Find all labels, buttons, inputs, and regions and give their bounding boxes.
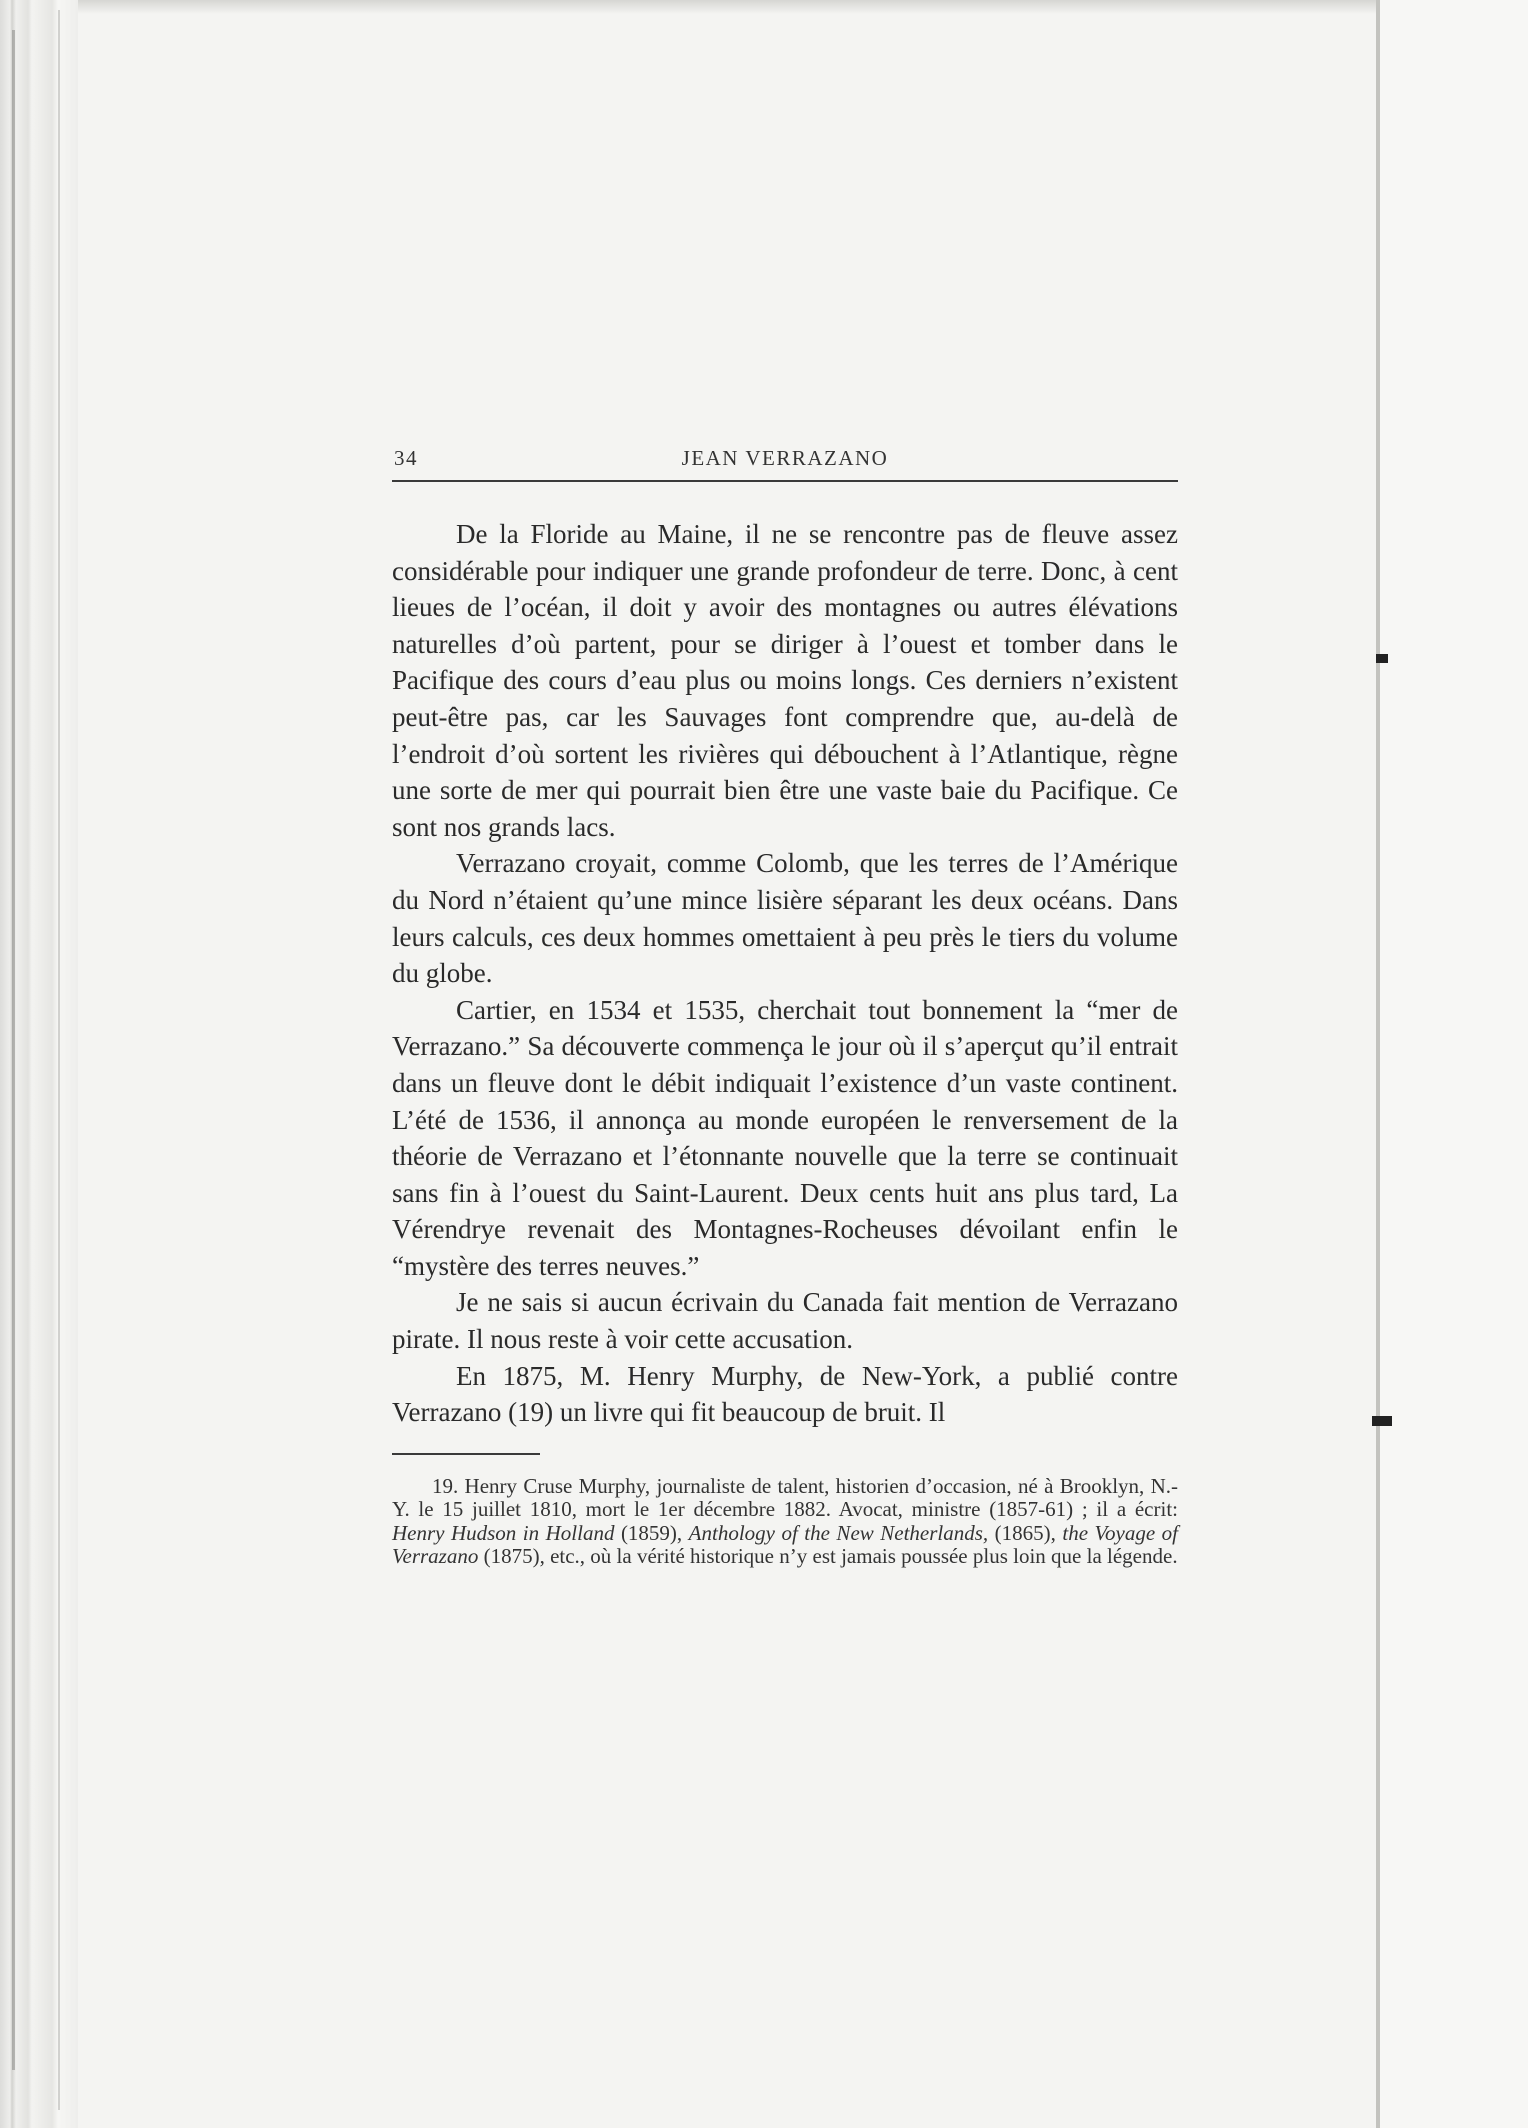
footnote (392, 1475, 1178, 1569)
body-paragraph: Verrazano croyait, comme Colomb, que les terres de l’Amérique du Nord n’étaient qu’une mince lisière séparant les deux océans. Dans leurs calculs, ces deux hommes omettaient à peu près le tiers du volume du globe. (392, 848, 1178, 989)
footnote-text: (1859), (614, 1520, 689, 1545)
running-title: JEAN VERRAZANO (681, 446, 889, 470)
footnote-book-title: Henry Hudson in Holland (392, 1520, 615, 1545)
footnote-rule (392, 1453, 540, 1455)
page-text-block (392, 440, 1178, 1569)
page-edge-line (12, 30, 15, 2070)
page-edge-line (58, 10, 60, 2110)
footnote-text: 19. Henry Cruse Murphy, journaliste de talent, historien d’occasion, né à Brooklyn, N.-Y. le 15 juillet 1810, mort le 1er décembre 1882. Avocat, ministre (1857-61) ; il a écrit: (392, 1473, 1178, 1522)
scan-mark (1372, 1416, 1392, 1426)
page-number: 34 (394, 446, 418, 470)
body-paragraph: De la Floride au Maine, il ne se rencontre pas de fleuve assez considérable pour indiquer une grande profondeur de terre. Donc, à cent lieues de l’océan, il doit y avoir des montagnes ou autres élévations naturelles d’où partent, pour se diriger à l’ouest et tomber dans le Pacifique des cours d’eau plus ou moins longs. Ces derniers n’existent peut-être pas, car les Sauvages font comprendre que, au-delà de l’endroit d’où sortent les rivières qui débouchent à l’Atlantique, règne une sorte de mer qui pourrait bien être une vaste baie du Pacifique. Ce sont nos grands lacs. (392, 519, 1178, 842)
footnote-book-title: Anthology of the New Netherlands, (688, 1520, 989, 1545)
facing-page-margin (1380, 0, 1528, 2128)
footnote-text: (1865), (988, 1520, 1063, 1545)
body-paragraph: En 1875, M. Henry Murphy, de New-York, a publié contre Verrazano (19) un livre qui fit beaucoup de bruit. Il (392, 1360, 1178, 1428)
running-head (392, 440, 1178, 480)
body-paragraph: Cartier, en 1534 et 1535, cherchait tout bonnement la “mer de Verrazano.” Sa découverte commença le jour où il s’aperçut qu’il entrait dans un fleuve dont le débit indiquait l’existence d’un vaste continent. L’été de 1536, il annonça au monde européen le renversement de la théorie de Verrazano et l’étonnante nouvelle que la terre se continuait sans fin à l’ouest du Saint-Laurent. Deux cents huit ans plus tard, La Vérendrye revenait des Montagnes-Rocheuses dévoilant enfin le “mystère des terres neuves.” (392, 994, 1178, 1281)
body-paragraph: Je ne sais si aucun écrivain du Canada fait mention de Verrazano pirate. Il nous reste à voir cette accusation. (392, 1287, 1178, 1355)
footnote-book-title: the Voyage of Verrazano (392, 1520, 1178, 1569)
top-shadow (78, 0, 1376, 14)
scan-mark (1376, 654, 1388, 663)
footnote-text: (1875), etc., où la vérité historique n’y est jamais poussée plus loin que la légende. (478, 1544, 1178, 1569)
header-rule (392, 480, 1178, 482)
